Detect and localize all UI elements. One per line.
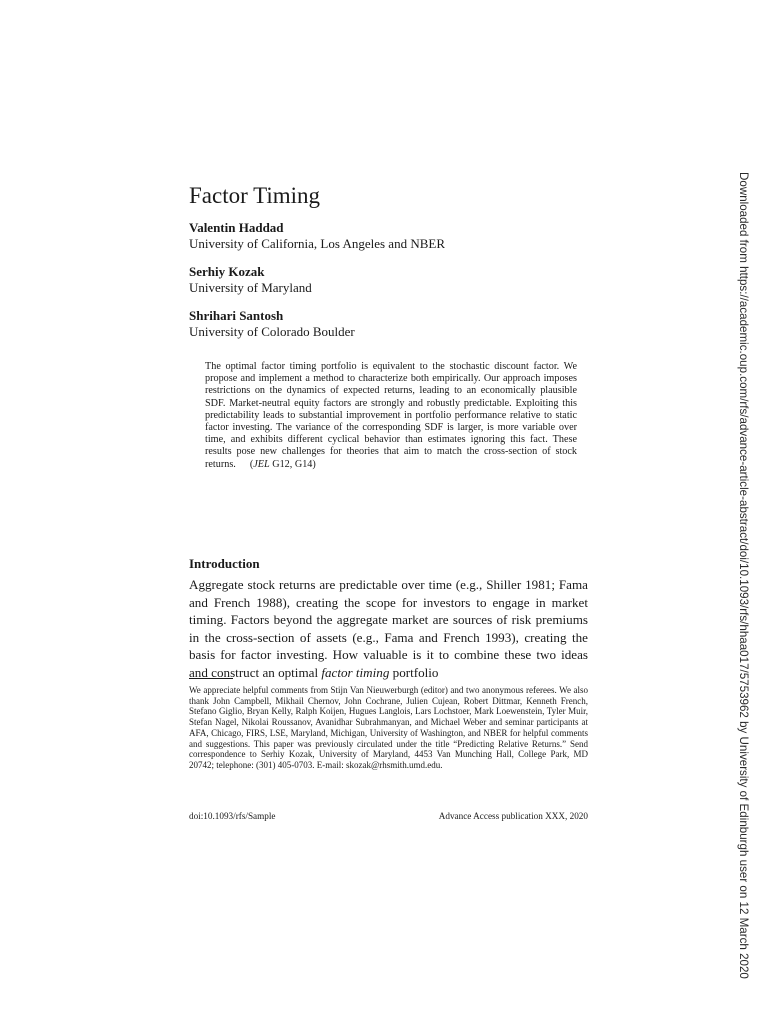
author-affiliation: University of California, Los Angeles and NBER: [189, 236, 445, 251]
abstract-text: The optimal factor timing portfolio is equivalent to the stochastic discount factor. We propose and implement a method to characterize both empirically. Our approach imposes restrictions on the dynamics of expected returns, leading to an economically plausible SDF. Market-neutral equity factors are strongly and robustly predictable. Exploiting this predictability leads to substantial improvement in portfolio performance relative to static factor investing. The variance of the corresponding SDF is larger, is more variable over time, and exhibits different cyclical behavior than estimates ignoring this fact. These results pose new challenges for theories that aim to match the cross-section of stock returns.: [205, 361, 577, 470]
footer-publication-note: Advance Access publication XXX, 2020: [438, 811, 588, 821]
jel-label: JEL: [253, 458, 270, 470]
jel-prefix: (: [249, 458, 254, 470]
download-watermark: Downloaded from https://academic.oup.com/rfs/advance-article-abstract/doi/10.1093/rfs/hhaa017/5753962 by University of Edinburgh user on 12 March 2020: [737, 172, 750, 979]
author-block: [189, 308, 355, 340]
footer-doi: doi:10.1093/rfs/Sample: [189, 811, 276, 821]
footnote-divider: [189, 678, 233, 679]
author-block: [189, 220, 445, 252]
jel-codes: [250, 459, 316, 470]
author-block: [189, 264, 312, 296]
abstract: [205, 361, 577, 471]
author-affiliation: University of Maryland: [189, 280, 312, 295]
jel-code-list: G12, G14): [269, 458, 316, 470]
paper-title: Factor Timing: [189, 183, 321, 208]
author-name: Valentin Haddad: [189, 220, 284, 235]
author-name: Serhiy Kozak: [189, 264, 265, 279]
introduction-paragraph: [189, 576, 588, 682]
acknowledgements-footnote: We appreciate helpful comments from Stijn Van Nieuwerburgh (editor) and two anonymous referees. We also thank John Campbell, Mikhail Chernov, John Cochrane, Julien Cujean, Robert Dittmar, Kenneth French, Stefano Giglio, Bryan Kelly, Ralph Koijen, Hugues Langlois, Lars Lochstoer, Mark Loewenstein, Tyler Muir, Stefan Nagel, Nikolai Roussanov, Avanidhar Subrahmanyan, and Michael Weber and seminar participants at AFA, Chicago, FIRS, LSE, Maryland, Michigan, University of Washington, and NBER for helpful comments and suggestions. This paper was previously circulated under the title “Predicting Relative Returns.” Send correspondence to Serhiy Kozak, University of Maryland, 4453 Van Munching Hall, College Park, MD 20742; telephone: (301) 405-0703. E-mail: skozak@rhsmith.umd.edu.: [189, 685, 588, 770]
intro-text-part1: Aggregate stock returns are predictable over time (e.g., Shiller 1981; Fama and French 1988), creating the scope for investors to engage in market timing. Factors beyond the aggregate market are sources of risk premiums in the cross-section of assets (e.g., Fama and French 1993), creating the basis for factor investing. How valuable is it to combine these two ideas and construct an optimal: [189, 577, 588, 680]
author-affiliation: University of Colorado Boulder: [189, 324, 355, 339]
intro-emphasis: factor timing: [321, 664, 390, 680]
intro-text-part2: portfolio: [389, 664, 439, 680]
section-heading-introduction: Introduction: [189, 556, 260, 571]
author-name: Shrihari Santosh: [189, 308, 284, 323]
